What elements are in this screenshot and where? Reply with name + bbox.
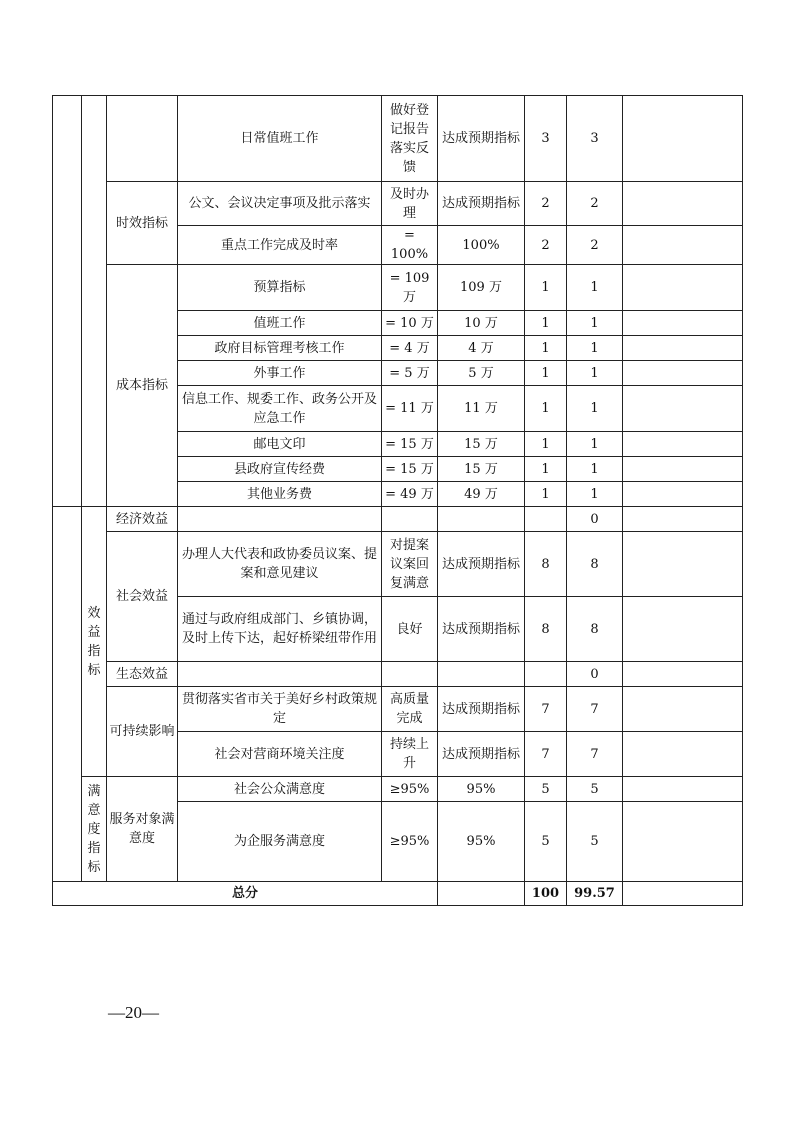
table-row (53, 96, 743, 182)
target-cell: = 10 万 (382, 311, 438, 336)
score-cell: 3 (567, 96, 623, 182)
page-number: —20— (108, 1003, 159, 1022)
target-cell: ≥95% (382, 802, 438, 882)
actual-cell: 达成预期指标 (438, 597, 525, 662)
actual-cell: 15 万 (438, 432, 525, 457)
target-cell (382, 662, 438, 687)
table-row (53, 182, 743, 226)
performance-table (52, 95, 743, 906)
target-cell: 做好登记报告落实反馈 (382, 96, 438, 182)
indicator-cell: 公文、会议决定事项及批示落实 (178, 182, 382, 226)
score-cell: 1 (567, 432, 623, 457)
target-cell: 高质量完成 (382, 687, 438, 732)
target-cell: = 15 万 (382, 457, 438, 482)
remark-cell (623, 777, 743, 802)
target-cell: = 109 万 (382, 265, 438, 311)
actual-cell (438, 662, 525, 687)
score-cell: 1 (567, 386, 623, 432)
total-score: 99.57 (567, 882, 623, 906)
target-cell: = 11 万 (382, 386, 438, 432)
table-row (53, 687, 743, 732)
target-cell: = 5 万 (382, 361, 438, 386)
indicator-cell: 重点工作完成及时率 (178, 226, 382, 265)
category-timeliness: 时效指标 (107, 182, 178, 265)
indicator-cell: 为企服务满意度 (178, 802, 382, 882)
score-cell: 7 (567, 687, 623, 732)
total-actual-cell (438, 882, 525, 906)
remark-cell (623, 457, 743, 482)
indicator-cell: 政府目标管理考核工作 (178, 336, 382, 361)
indicator-cell: 县政府宣传经费 (178, 457, 382, 482)
score-cell: 8 (567, 597, 623, 662)
remark-cell (623, 386, 743, 432)
weight-cell: 8 (525, 597, 567, 662)
actual-cell: 95% (438, 802, 525, 882)
total-row (53, 882, 743, 906)
actual-cell: 15 万 (438, 457, 525, 482)
actual-cell: 5 万 (438, 361, 525, 386)
target-cell: 及时办理 (382, 182, 438, 226)
score-cell: 8 (567, 532, 623, 597)
weight-cell: 5 (525, 802, 567, 882)
table-row (53, 777, 743, 802)
indicator-cell: 值班工作 (178, 311, 382, 336)
group-benefit: 效益指标 (82, 507, 107, 777)
level2-cell-output (82, 96, 107, 507)
target-cell: 持续上升 (382, 732, 438, 777)
remark-cell (623, 311, 743, 336)
weight-cell: 1 (525, 386, 567, 432)
score-cell: 2 (567, 226, 623, 265)
level2-cell-blank (107, 96, 178, 182)
target-cell: = 15 万 (382, 432, 438, 457)
score-cell: 0 (567, 507, 623, 532)
actual-cell: 达成预期指标 (438, 532, 525, 597)
indicator-cell: 信息工作、规委工作、政务公开及应急工作 (178, 386, 382, 432)
target-cell: = 4 万 (382, 336, 438, 361)
category-economic: 经济效益 (107, 507, 178, 532)
remark-cell (623, 182, 743, 226)
target-cell (382, 507, 438, 532)
remark-cell (623, 482, 743, 507)
target-cell: 良好 (382, 597, 438, 662)
remark-cell (623, 597, 743, 662)
table-row (53, 532, 743, 597)
remark-cell (623, 662, 743, 687)
actual-cell: 达成预期指标 (438, 96, 525, 182)
target-cell: 对提案议案回复满意 (382, 532, 438, 597)
weight-cell: 1 (525, 311, 567, 336)
indicator-cell: 邮电文印 (178, 432, 382, 457)
weight-cell: 1 (525, 432, 567, 457)
level1-cell-benefit (53, 507, 82, 882)
actual-cell: 4 万 (438, 336, 525, 361)
level1-cell-output (53, 96, 82, 507)
score-cell: 1 (567, 311, 623, 336)
score-cell: 2 (567, 182, 623, 226)
remark-cell (623, 802, 743, 882)
indicator-cell (178, 662, 382, 687)
actual-cell: 达成预期指标 (438, 732, 525, 777)
score-cell: 0 (567, 662, 623, 687)
category-cost: 成本指标 (107, 265, 178, 507)
indicator-cell: 社会对营商环境关注度 (178, 732, 382, 777)
indicator-cell: 预算指标 (178, 265, 382, 311)
table-row (53, 662, 743, 687)
remark-cell (623, 432, 743, 457)
actual-cell (438, 507, 525, 532)
remark-cell (623, 361, 743, 386)
score-cell: 1 (567, 482, 623, 507)
score-cell: 1 (567, 265, 623, 311)
indicator-cell: 日常值班工作 (178, 96, 382, 182)
remark-cell (623, 687, 743, 732)
score-cell: 1 (567, 361, 623, 386)
weight-cell: 3 (525, 96, 567, 182)
actual-cell: 49 万 (438, 482, 525, 507)
table-row (53, 507, 743, 532)
remark-cell (623, 265, 743, 311)
weight-cell (525, 507, 567, 532)
weight-cell: 1 (525, 265, 567, 311)
weight-cell: 5 (525, 777, 567, 802)
category-ecological: 生态效益 (107, 662, 178, 687)
indicator-cell: 通过与政府组成部门、乡镇协调，及时上传下达，起好桥梁纽带作用 (178, 597, 382, 662)
table-row (53, 265, 743, 311)
remark-cell (623, 732, 743, 777)
actual-cell: 109 万 (438, 265, 525, 311)
weight-cell: 1 (525, 336, 567, 361)
weight-cell: 7 (525, 732, 567, 777)
target-cell: ≥95% (382, 777, 438, 802)
score-cell: 1 (567, 457, 623, 482)
weight-cell: 2 (525, 182, 567, 226)
weight-cell: 1 (525, 361, 567, 386)
weight-cell: 8 (525, 532, 567, 597)
group-satisfaction: 满意度指标 (82, 777, 107, 882)
score-cell: 5 (567, 777, 623, 802)
actual-cell: 10 万 (438, 311, 525, 336)
actual-cell: 达成预期指标 (438, 687, 525, 732)
indicator-cell: 办理人大代表和政协委员议案、提案和意见建议 (178, 532, 382, 597)
category-service: 服务对象满意度 (107, 777, 178, 882)
weight-cell (525, 662, 567, 687)
weight-cell: 2 (525, 226, 567, 265)
remark-cell (623, 532, 743, 597)
actual-cell: 100% (438, 226, 525, 265)
weight-cell: 1 (525, 457, 567, 482)
indicator-cell: 外事工作 (178, 361, 382, 386)
indicator-cell: 社会公众满意度 (178, 777, 382, 802)
remark-cell (623, 226, 743, 265)
actual-cell: 95% (438, 777, 525, 802)
score-cell: 7 (567, 732, 623, 777)
total-weight: 100 (525, 882, 567, 906)
remark-cell (623, 507, 743, 532)
actual-cell: 11 万 (438, 386, 525, 432)
score-cell: 1 (567, 336, 623, 361)
weight-cell: 7 (525, 687, 567, 732)
indicator-cell: 其他业务费 (178, 482, 382, 507)
category-social: 社会效益 (107, 532, 178, 662)
total-label: 总分 (53, 882, 438, 906)
indicator-cell (178, 507, 382, 532)
remark-cell (623, 96, 743, 182)
remark-cell (623, 336, 743, 361)
target-cell: = 100% (382, 226, 438, 265)
total-remark-cell (623, 882, 743, 906)
indicator-cell: 贯彻落实省市关于美好乡村政策规定 (178, 687, 382, 732)
target-cell: = 49 万 (382, 482, 438, 507)
category-sustainable: 可持续影响 (107, 687, 178, 777)
score-cell: 5 (567, 802, 623, 882)
actual-cell: 达成预期指标 (438, 182, 525, 226)
weight-cell: 1 (525, 482, 567, 507)
